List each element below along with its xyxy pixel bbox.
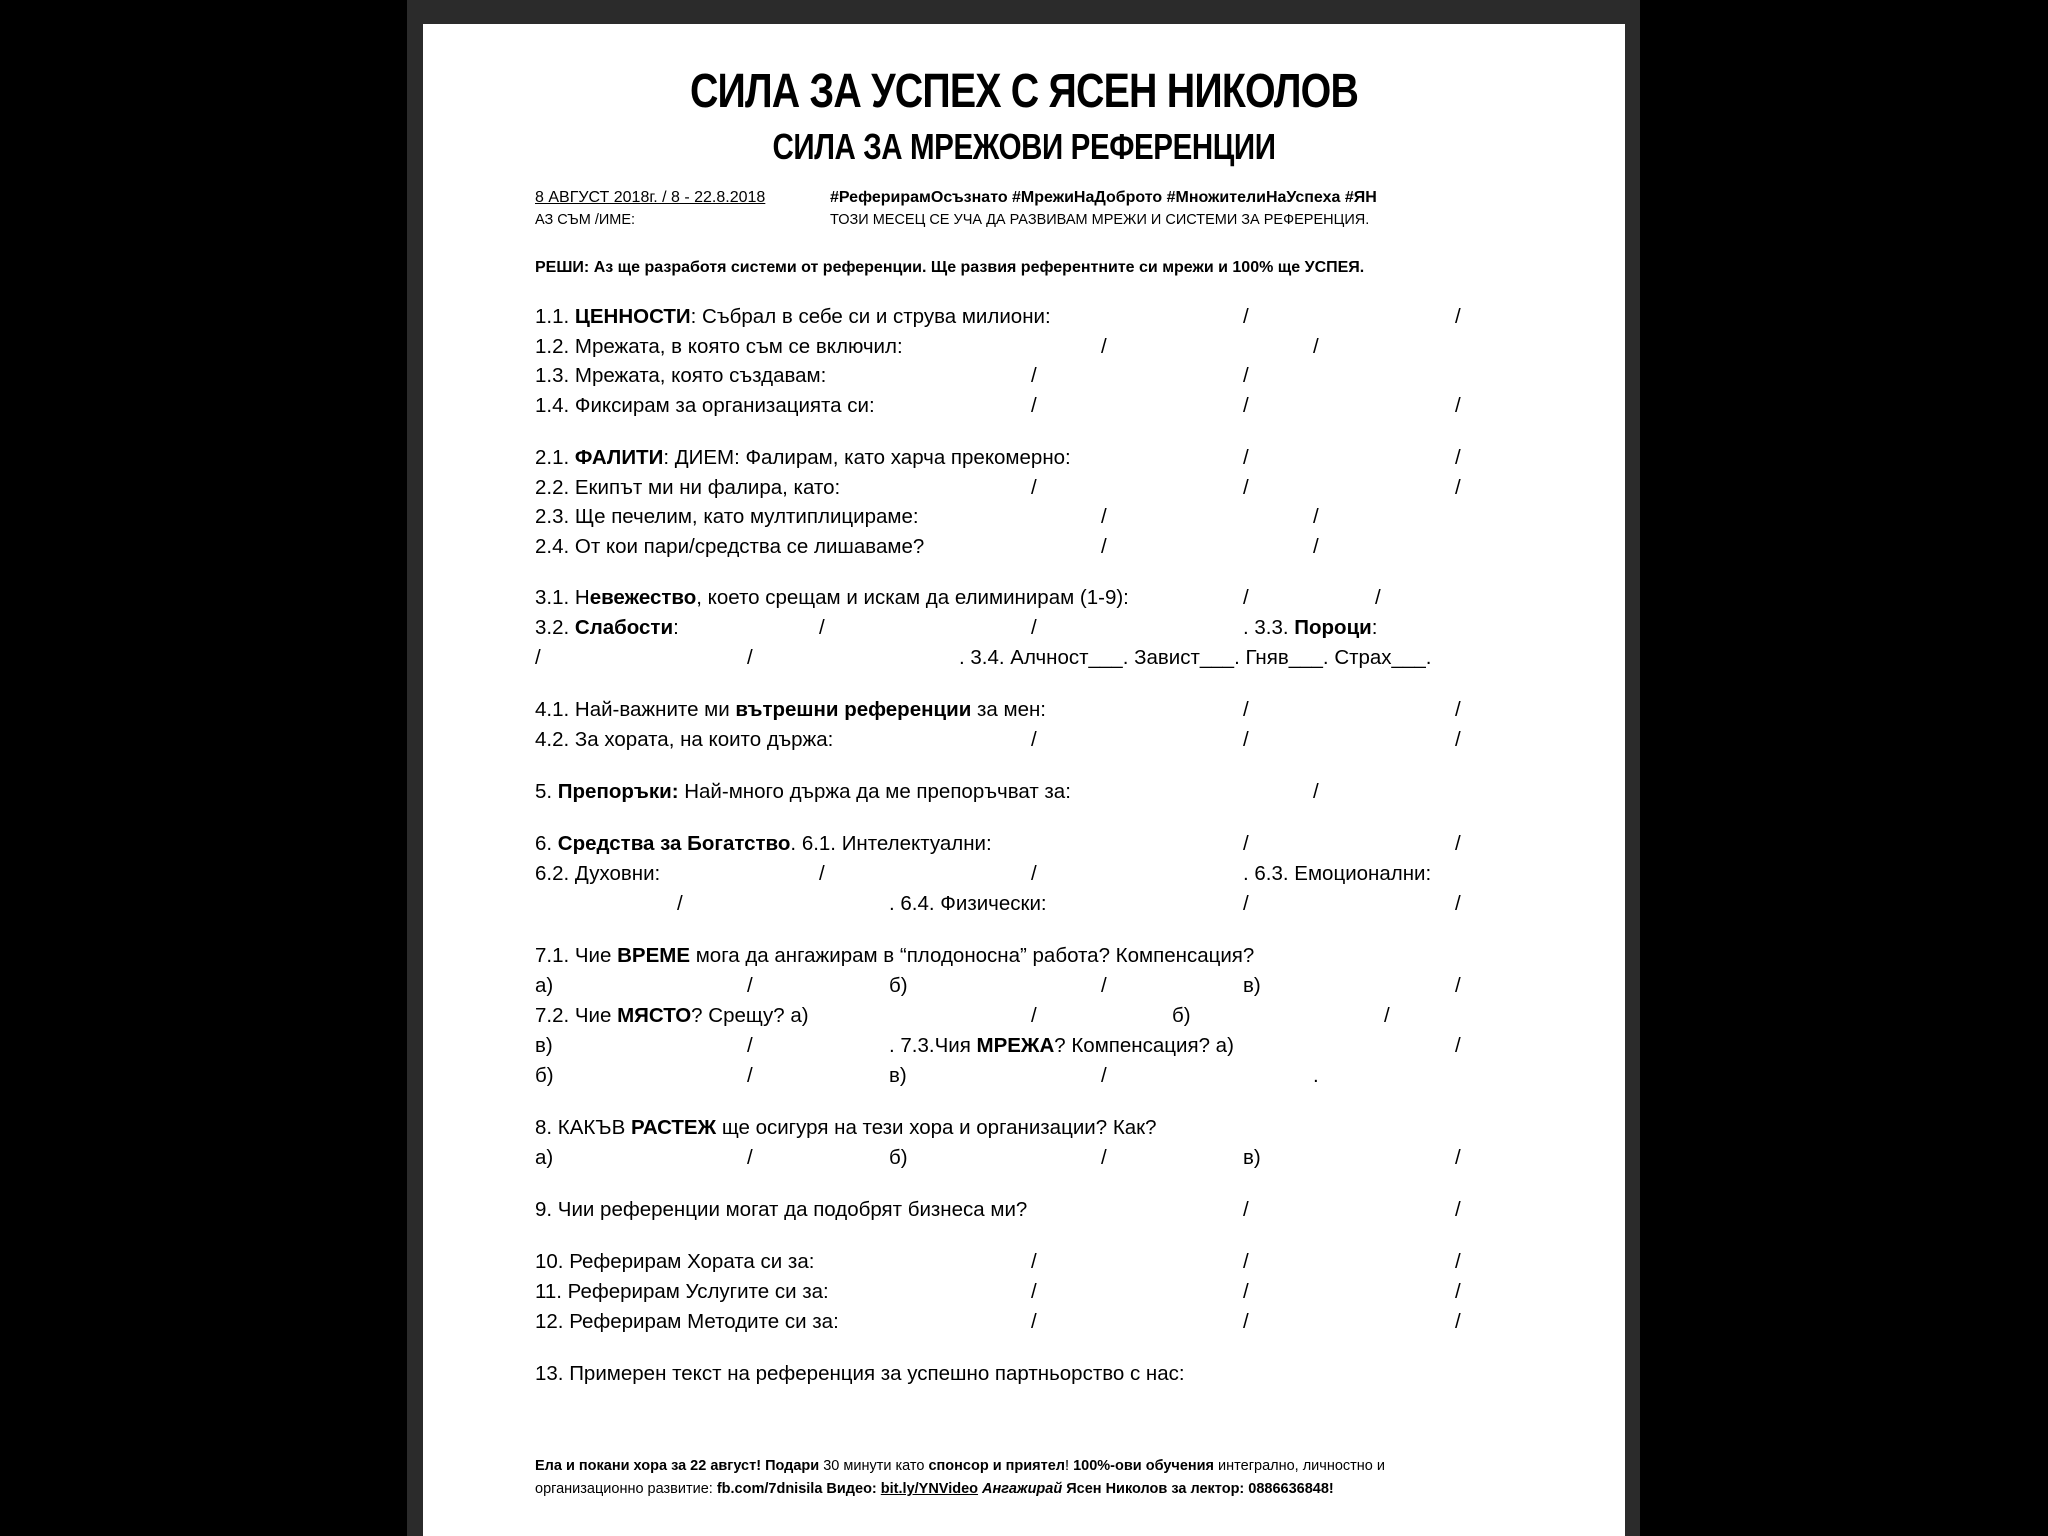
slash: / <box>1243 698 1249 721</box>
slash: / <box>535 646 541 669</box>
slash: / <box>1243 1310 1249 1333</box>
question-10: 10. Реферирам Хората си за: <box>535 1250 815 1273</box>
question-2-2: 2.2. Екипът ми ни фалира, като: <box>535 476 841 499</box>
option-v: в) <box>1243 1146 1261 1169</box>
slash: / <box>1031 1310 1037 1333</box>
slash: / <box>1384 1004 1390 1027</box>
slash: / <box>747 1146 753 1169</box>
slash: / <box>677 892 683 915</box>
slash: / <box>1031 476 1037 499</box>
slash: / <box>1455 728 1461 751</box>
period: . <box>1313 1064 1319 1087</box>
question-9: 9. Чии референции могат да подобрят бизнеса ми? <box>535 1198 1028 1221</box>
slash: / <box>1243 1250 1249 1273</box>
slash: / <box>1455 305 1461 328</box>
question-3-1: 3.1. Невежество, което срещам и искам да елиминирам (1-9): <box>535 586 1129 609</box>
page-title: СИЛА ЗА УСПЕХ С ЯСЕН НИКОЛОВ <box>689 65 1359 118</box>
option-v: в) <box>535 1034 553 1057</box>
slash: / <box>1455 394 1461 417</box>
slash: / <box>1455 1146 1461 1169</box>
slash: / <box>819 862 825 885</box>
question-3-4: . 3.4. Алчност___. Завист___. Гняв___. Страх___. <box>959 646 1432 669</box>
slash: / <box>1243 728 1249 751</box>
slash: / <box>1313 535 1319 558</box>
slash: / <box>1313 335 1319 358</box>
document-page <box>423 24 1625 1536</box>
slash: / <box>1313 780 1319 803</box>
footer-line-2: организационно развитие: fb.com/7dnisila Видео: bit.ly/YNVideo Ангажирай Ясен Николов за лектор: 0886636848! <box>535 1481 1334 1497</box>
slash: / <box>1455 1280 1461 1303</box>
slash: / <box>1101 1146 1107 1169</box>
slash: / <box>1243 892 1249 915</box>
question-5: 5. Препоръки: Най-много държа да ме препоръчват за: <box>535 780 1071 803</box>
footer-line-1: Ела и покани хора за 22 август! Подари 30 минути като спонсор и приятел! 100%-ови обучения интегрално, личностно и <box>535 1458 1385 1474</box>
question-4-1: 4.1. Най-важните ми вътрешни референции за мен: <box>535 698 1046 721</box>
question-2-4: 2.4. От кои пари/средства се лишаваме? <box>535 535 925 558</box>
slash: / <box>1031 862 1037 885</box>
option-a: а) <box>535 1146 554 1169</box>
slash: / <box>1455 1034 1461 1057</box>
slash: / <box>1101 535 1107 558</box>
slash: / <box>1101 335 1107 358</box>
slash: / <box>1243 305 1249 328</box>
page-subtitle: СИЛА ЗА МРЕЖОВИ РЕФЕРЕНЦИИ <box>772 126 1276 167</box>
question-12: 12. Реферирам Методите си за: <box>535 1310 839 1333</box>
slash: / <box>1031 364 1037 387</box>
slash: / <box>1455 1198 1461 1221</box>
question-6-4: . 6.4. Физически: <box>889 892 1047 915</box>
name-label: АЗ СЪМ /ИМЕ: <box>535 212 636 228</box>
slash: / <box>1243 446 1249 469</box>
question-6: 6. Средства за Богатство. 6.1. Интелектуални: <box>535 832 992 855</box>
slash: / <box>1455 698 1461 721</box>
date-line: 8 АВГУСТ 2018г. / 8 - 22.8.2018 <box>535 189 766 206</box>
question-7-3: . 7.3.Чия МРЕЖА? Компенсация? а) <box>889 1034 1234 1057</box>
question-11: 11. Реферирам Услугите си за: <box>535 1280 829 1303</box>
question-2-1: 2.1. ФАЛИТИ: ДИЕМ: Фалирам, като харча прекомерно: <box>535 446 1071 469</box>
question-4-2: 4.2. За хората, на които държа: <box>535 728 834 751</box>
slash: / <box>1455 832 1461 855</box>
slash: / <box>1313 505 1319 528</box>
slash: / <box>1455 974 1461 997</box>
video-link[interactable]: bit.ly/YNVideo <box>880 1481 979 1497</box>
month-goal: ТОЗИ МЕСЕЦ СЕ УЧА ДА РАЗВИВАМ МРЕЖИ И СИСТЕМИ ЗА РЕФЕРЕНЦИЯ. <box>830 212 1370 228</box>
slash: / <box>1243 476 1249 499</box>
slash: / <box>1031 616 1037 639</box>
slash: / <box>1455 892 1461 915</box>
option-a: а) <box>535 974 554 997</box>
question-7-1: 7.1. Чие ВРЕМЕ мога да ангажирам в “плодоносна” работа? Компенсация? <box>535 944 1255 967</box>
slash: / <box>1031 1004 1037 1027</box>
question-13: 13. Примерен текст на референция за успешно партньорство с нас: <box>535 1362 1185 1385</box>
decision-statement: РЕШИ: Аз ще разработя системи от референции. Ще развия референтните си мрежи и 100% ще УСПЕЯ. <box>535 259 1365 276</box>
slash: / <box>747 646 753 669</box>
option-b: б) <box>535 1064 554 1087</box>
slash: / <box>1243 364 1249 387</box>
slash: / <box>1455 446 1461 469</box>
slash: / <box>1375 586 1381 609</box>
slash: / <box>1455 1250 1461 1273</box>
question-6-3: . 6.3. Емоционални: <box>1243 862 1432 885</box>
question-1-2: 1.2. Мрежата, в която съм се включил: <box>535 335 903 358</box>
question-6-2: 6.2. Духовни: <box>535 862 661 885</box>
slash: / <box>1101 505 1107 528</box>
slash: / <box>1243 1280 1249 1303</box>
question-7-2: 7.2. Чие МЯСТО? Срещу? а) <box>535 1004 809 1027</box>
hashtags: #РеферирамОсъзнато #МрежиНаДоброто #МножителиНаУспеха #ЯН <box>830 189 1377 206</box>
slash: / <box>1455 476 1461 499</box>
slash: / <box>1101 1064 1107 1087</box>
slash: / <box>1031 394 1037 417</box>
slash: / <box>1243 586 1249 609</box>
question-2-3: 2.3. Ще печелим, като мултиплицираме: <box>535 505 919 528</box>
option-b: б) <box>889 974 908 997</box>
slash: / <box>1243 1198 1249 1221</box>
slash: / <box>1031 1250 1037 1273</box>
slash: / <box>747 974 753 997</box>
slash: / <box>1031 728 1037 751</box>
slash: / <box>819 616 825 639</box>
question-8: 8. КАКЪВ РАСТЕЖ ще осигуря на тези хора и организации? Как? <box>535 1116 1157 1139</box>
option-v: в) <box>1243 974 1261 997</box>
slash: / <box>1243 832 1249 855</box>
slash: / <box>747 1064 753 1087</box>
slash: / <box>1031 1280 1037 1303</box>
question-1-3: 1.3. Мрежата, която създавам: <box>535 364 827 387</box>
option-v: в) <box>889 1064 907 1087</box>
question-1-4: 1.4. Фиксирам за организацията си: <box>535 394 875 417</box>
question-3-2: 3.2. Слабости: <box>535 616 679 639</box>
question-1-1: 1.1. ЦЕННОСТИ: Събрал в себе си и струва милиони: <box>535 305 1051 328</box>
option-b: б) <box>889 1146 908 1169</box>
slash: / <box>1455 1310 1461 1333</box>
slash: / <box>1101 974 1107 997</box>
option-b: б) <box>1172 1004 1191 1027</box>
slash: / <box>1243 394 1249 417</box>
question-3-3: . 3.3. Пороци: <box>1243 616 1378 639</box>
slash: / <box>747 1034 753 1057</box>
